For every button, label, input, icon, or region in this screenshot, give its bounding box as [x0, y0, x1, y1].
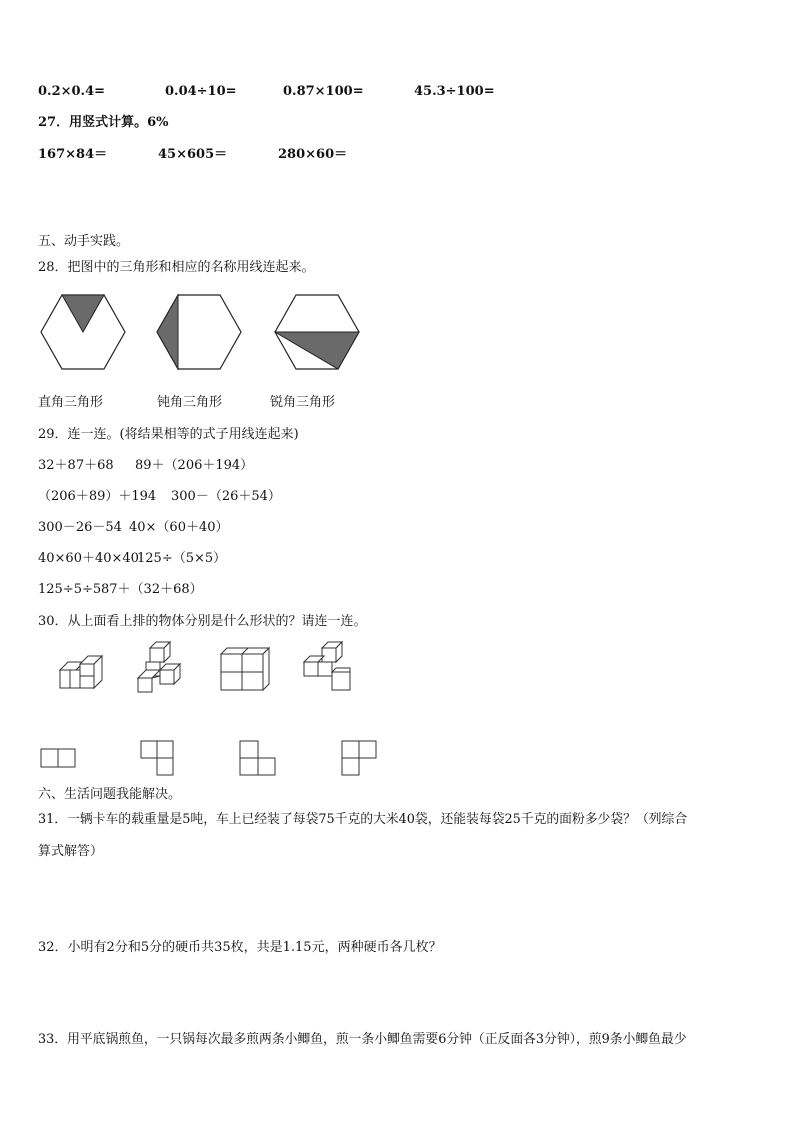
calc-0.04div10: 0.04÷10=	[165, 84, 237, 99]
top-view-shape-1	[40, 748, 76, 770]
q31-line2: 算式解答）	[38, 844, 104, 859]
cube-object-2	[136, 640, 188, 696]
top-view-shape-2	[140, 740, 176, 778]
q27-title: 27．用竖式计算。6%	[38, 115, 169, 130]
hexagon-figure-1	[40, 294, 126, 370]
label-right-triangle: 直角三角形	[38, 395, 104, 410]
q32-text: 32．小明有2分和5分的硬币共35枚，共是1.15元，两种硬币各几枚？	[38, 940, 442, 955]
q29-title: 29．连一连。(将结果相等的式子用线连起来)	[38, 427, 299, 442]
cube-object-1	[54, 652, 104, 692]
section6-title: 六、生活问题我能解决。	[38, 787, 182, 802]
q30-title: 30．从上面看上排的物体分别是什么形状的？请连一连。	[38, 614, 367, 629]
q33-text: 33．用平底锅煎鱼，一只锅每次最多煎两条小鲫鱼，煎一条小鲫鱼需要6分钟（正反面各3分钟），煎9条小鲫鱼最少	[38, 1032, 687, 1047]
q29-row5-left: 125÷5÷5	[38, 582, 102, 597]
section5-title: 五、动手实践。	[38, 234, 130, 249]
cube-object-3	[219, 646, 271, 692]
q27-calc-b: 45×605＝	[158, 147, 228, 162]
label-obtuse-triangle: 钝角三角形	[157, 395, 223, 410]
q29-row2-left: （206＋89）＋194	[38, 489, 157, 504]
hexagon-figure-2	[156, 294, 242, 370]
label-acute-triangle: 锐角三角形	[270, 395, 336, 410]
q28-title: 28．把图中的三角形和相应的名称用线连起来。	[38, 260, 315, 275]
q29-row3-left: 300－26－54	[38, 520, 122, 535]
top-view-shape-3	[239, 740, 277, 778]
q29-row3-right: 40×（60＋40）	[129, 520, 229, 535]
calc-0.87x100: 0.87×100=	[283, 84, 364, 99]
q29-row1-right: 89＋（206＋194）	[135, 458, 254, 473]
q29-row1-left: 32＋87＋68	[38, 458, 114, 473]
hexagon-figure-3	[274, 294, 360, 370]
q29-row5-right: 87＋（32＋68）	[101, 582, 203, 597]
top-view-shape-4	[341, 740, 379, 778]
q27-calc-a: 167×84＝	[38, 147, 108, 162]
q29-row2-right: 300－（26＋54）	[171, 489, 281, 504]
q31-line1: 31．一辆卡车的载重量是5吨，车上已经装了每袋75千克的大米40袋，还能装每袋25千克的面粉多少袋？（列综合	[38, 812, 688, 827]
calc-45.3div100: 45.3÷100=	[414, 84, 495, 99]
q29-row4-left: 40×60＋40×40	[38, 551, 139, 566]
q29-row4-right: 125÷（5×5）	[137, 551, 227, 566]
calc-0.2x0.4: 0.2×0.4=	[38, 84, 106, 99]
q27-calc-c: 280×60＝	[278, 147, 348, 162]
cube-object-4	[300, 640, 354, 694]
